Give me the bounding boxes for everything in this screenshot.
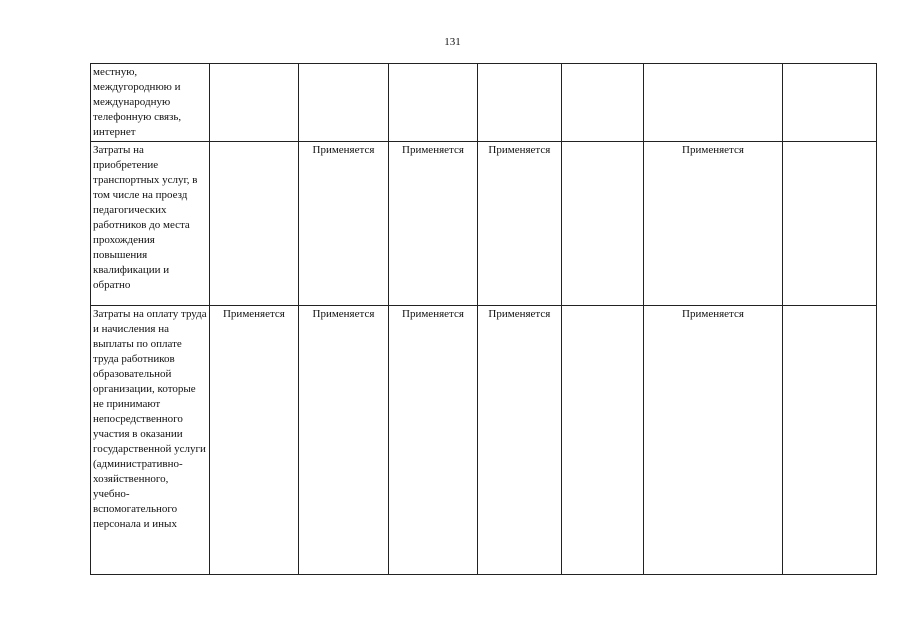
table-cell — [783, 64, 877, 142]
table-cell: Применяется — [388, 306, 478, 575]
table-row — [91, 306, 877, 575]
table-cell — [299, 64, 389, 142]
table-row — [91, 64, 877, 142]
table-cell: Применяется — [643, 306, 783, 575]
page-number: 131 — [444, 36, 461, 48]
table-cell: Применяется — [209, 306, 299, 575]
table-cell: Применяется — [388, 142, 478, 306]
table-cell: Применяется — [478, 306, 561, 575]
table-row — [91, 142, 877, 306]
table-cell — [561, 64, 643, 142]
table-cell — [478, 64, 561, 142]
table-cell: Применяется — [478, 142, 561, 306]
table-cell — [561, 142, 643, 306]
table-cell — [783, 142, 877, 306]
table-cell — [783, 306, 877, 575]
table-cell — [209, 142, 299, 306]
row-description: Затраты на оплату труда и начисления на выплаты по оплате труда работников образовательной организации, которые не принимают непосредственного участия в оказании государственной услуги (административно-хозяйственного, учебно-вспомогательного персонала и иных — [91, 306, 210, 575]
table-cell — [209, 64, 299, 142]
row-description: местную, междугороднюю и международную телефонную связь, интернет — [91, 64, 210, 142]
table-cell — [561, 306, 643, 575]
table-cell: Применяется — [299, 142, 389, 306]
table-cell: Применяется — [643, 142, 783, 306]
row-description: Затраты на приобретение транспортных услуг, в том числе на проезд педагогических работников до места прохождения повышения квалификации и обратно — [91, 142, 210, 306]
table-cell — [643, 64, 783, 142]
table-cell — [388, 64, 478, 142]
document-table — [90, 63, 877, 575]
table-cell: Применяется — [299, 306, 389, 575]
